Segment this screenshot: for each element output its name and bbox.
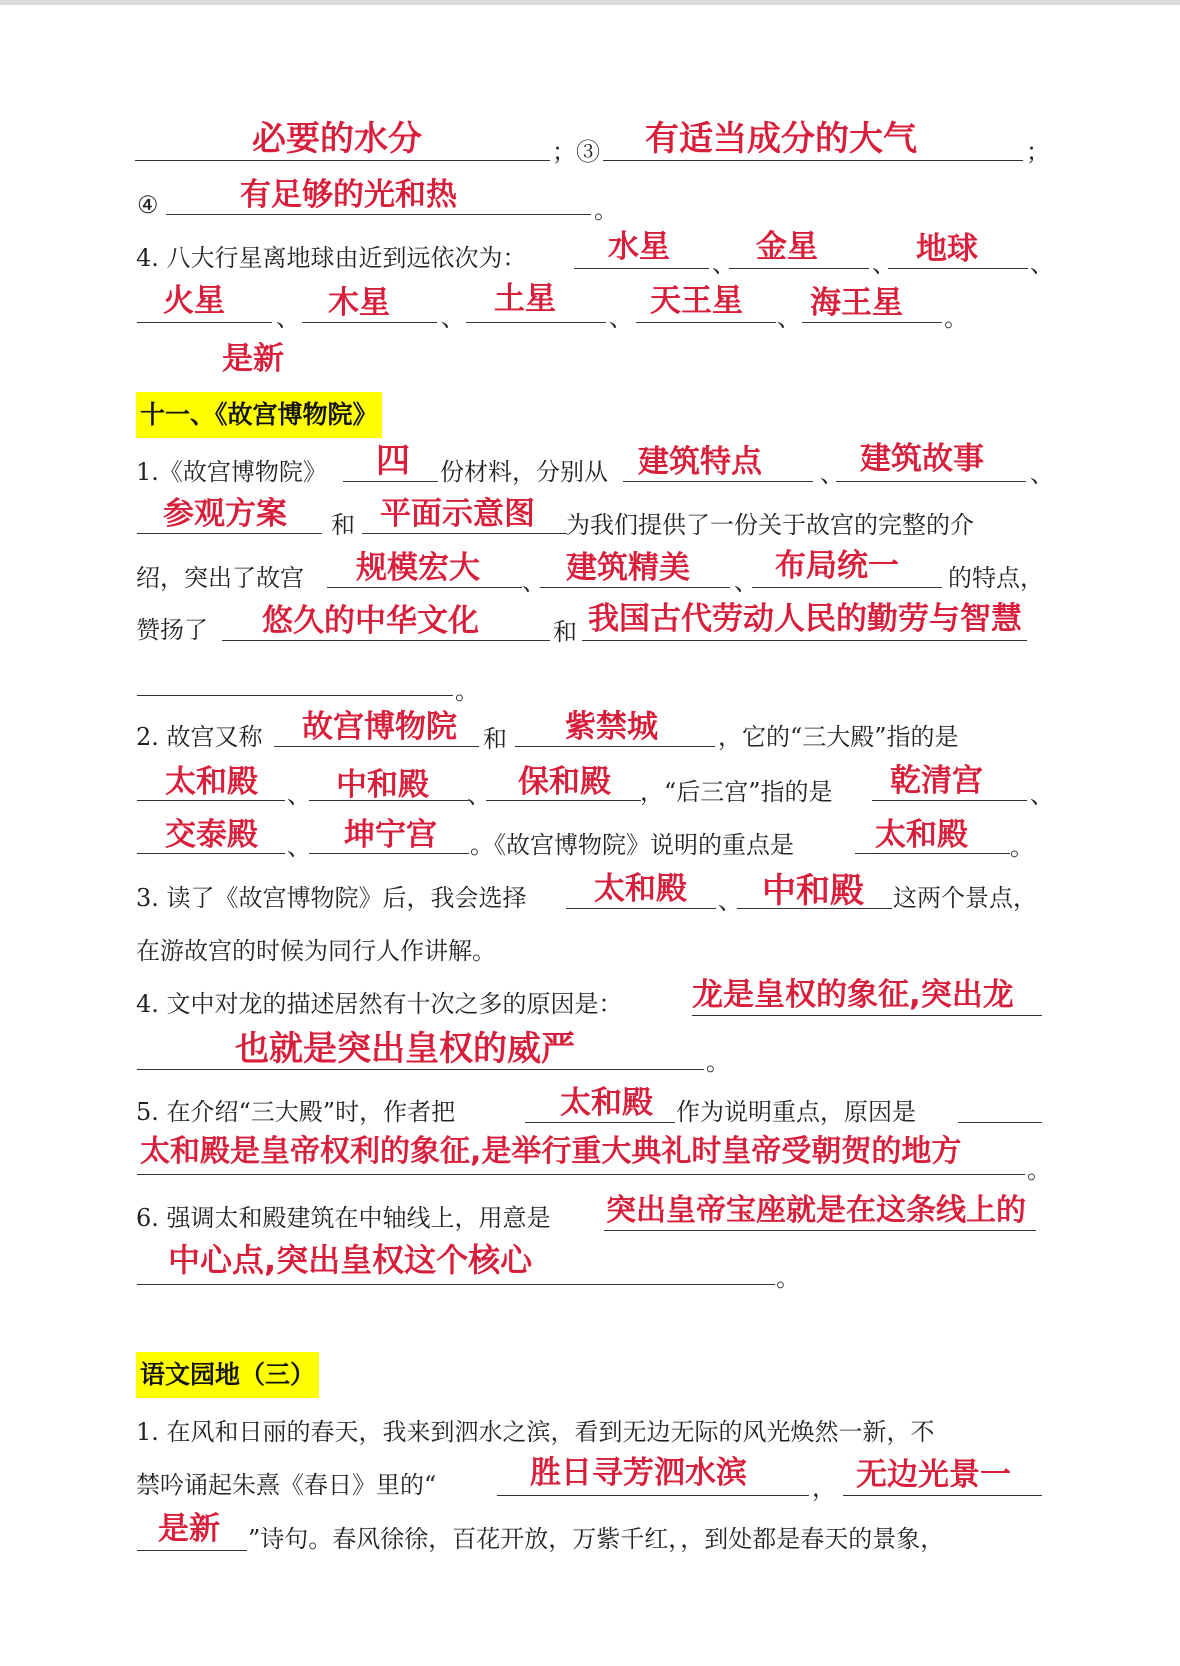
answer-text: 交泰殿: [165, 817, 258, 853]
question-text: 的特点，: [948, 564, 1044, 592]
answer-text: 水星: [608, 229, 670, 265]
answer-blank: [486, 800, 641, 801]
answer-blank: [958, 1122, 1042, 1123]
answer-text: 太和殿: [165, 764, 258, 800]
text: 。: [1010, 833, 1034, 861]
question-text: 6. 强调太和殿建筑在中轴线上，用意是: [136, 1204, 551, 1232]
answer-text: 是新: [158, 1511, 220, 1547]
answer-blank: [843, 1495, 1042, 1496]
answer-text: 胜日寻芳泗水滨: [530, 1455, 747, 1491]
answer-blank: [137, 1069, 704, 1070]
answer-text: 保和殿: [518, 764, 611, 800]
question-text: 禁吟诵起朱熹《春日》里的“: [136, 1471, 437, 1499]
text: 和: [483, 725, 507, 753]
answer-blank: [362, 533, 567, 534]
answer-text: 也就是突出皇权的威严: [235, 1029, 575, 1069]
answer-blank: [604, 1230, 1036, 1231]
text: 和: [553, 618, 577, 646]
answer-blank: [137, 533, 322, 534]
answer-blank: [692, 1015, 1042, 1016]
answer-blank: [222, 640, 550, 641]
text: 、: [734, 568, 758, 596]
section-heading: 十一、《故宫博物院》: [136, 392, 382, 438]
answer-blank: [636, 322, 776, 323]
answer-text: 我国古代劳动人民的勤劳与智慧: [588, 601, 1022, 637]
text: 。: [455, 677, 479, 705]
answer-blank: [872, 800, 1027, 801]
answer-blank: [497, 1495, 809, 1496]
answer-blank: [137, 1284, 775, 1285]
text: 和: [331, 511, 355, 539]
answer-blank: [302, 322, 437, 323]
answer-text: 有适当成分的大气: [645, 119, 917, 159]
text: 、: [287, 781, 311, 809]
answer-text: 土星: [494, 281, 556, 317]
answer-blank: [540, 587, 730, 588]
answer-text: 中和殿: [762, 871, 864, 911]
text: 、: [1030, 250, 1054, 278]
answer-blank: [582, 640, 1027, 641]
answer-text: 中和殿: [336, 767, 429, 803]
question-text: ，它的“三大殿”指的是: [718, 723, 959, 751]
answer-text: 龙是皇权的象征,突出龙: [692, 977, 1014, 1013]
text: 、: [441, 304, 465, 332]
answer-text: 乾清宫: [890, 763, 983, 799]
answer-blank: [855, 853, 1010, 854]
question-text: 。《故宫博物院》说明的重点是: [470, 831, 794, 859]
answer-text: 太和殿: [560, 1085, 653, 1121]
text: 、: [820, 460, 844, 488]
answer-blank: [836, 481, 1026, 482]
question-text: 4. 八大行星离地球由近到远依次为：: [136, 244, 527, 272]
answer-blank: [137, 695, 453, 696]
question-text: 3. 读了《故宫博物院》后，我会选择: [136, 884, 527, 912]
answer-blank: [135, 160, 550, 161]
answer-blank: [327, 587, 522, 588]
text: 、: [467, 781, 491, 809]
answer-blank: [515, 746, 715, 747]
question-text: 1. 在风和日丽的春天，我来到泗水之滨，看到无边无际的风光焕然一新，不: [136, 1418, 935, 1446]
answer-blank: [274, 746, 479, 747]
question-text: 4. 文中对龙的描述居然有十次之多的原因是：: [136, 990, 623, 1018]
question-text: 赞扬了: [136, 616, 208, 644]
stray-answer-text: 是新: [222, 341, 284, 377]
question-text: 1.《故宫博物院》: [136, 458, 327, 486]
text: 、: [872, 250, 896, 278]
answer-text: 故宫博物院: [302, 709, 457, 745]
text: ④: [137, 191, 159, 219]
answer-text: 建筑特点: [638, 444, 762, 480]
answer-blank: [888, 268, 1028, 269]
answer-text: 建筑故事: [860, 441, 984, 477]
text: 、: [522, 568, 546, 596]
answer-text: 规模宏大: [356, 550, 480, 586]
answer-text: 突出皇帝宝座就是在这条线上的: [606, 1193, 1026, 1228]
answer-text: 参观方案: [163, 496, 287, 532]
answer-blank: [309, 853, 469, 854]
answer-blank: [566, 908, 716, 909]
answer-text: 太和殿是皇帝权利的象征,是举行重大典礼时皇帝受朝贺的地方: [140, 1134, 962, 1169]
question-text: 份材料，分别从: [440, 458, 608, 486]
text: 、: [276, 304, 300, 332]
answer-text: 金星: [756, 229, 818, 265]
question-text: 这两个景点，: [893, 884, 1037, 912]
answer-text: 必要的水分: [252, 119, 422, 159]
answer-blank: [752, 587, 942, 588]
answer-text: 有足够的光和热: [240, 177, 457, 213]
text: ，: [812, 1474, 836, 1502]
answer-text: 海王星: [810, 285, 903, 321]
answer-blank: [802, 322, 942, 323]
text: ；③: [552, 138, 600, 166]
top-edge: [0, 0, 1180, 5]
text: 、: [718, 887, 742, 915]
answer-text: 太和殿: [594, 871, 687, 907]
answer-blank: [137, 1550, 247, 1551]
text: 、: [777, 304, 801, 332]
text: ；: [1026, 138, 1050, 166]
answer-text: 四: [376, 441, 410, 481]
text: 、: [712, 250, 736, 278]
answer-blank: [623, 481, 813, 482]
answer-blank: [166, 214, 591, 215]
answer-blank: [137, 322, 272, 323]
answer-text: 布局统一: [775, 548, 899, 584]
answer-text: 坤宁宫: [344, 817, 437, 853]
answer-text: 悠久的中华文化: [262, 603, 479, 639]
question-text: ”诗句。春风徐徐，百花开放，万紫千红，，到处都是春天的景象，: [248, 1525, 945, 1553]
answer-text: 中心点,突出皇权这个核心: [168, 1241, 533, 1279]
question-text: 2. 故宫又称: [136, 723, 263, 751]
answer-blank: [466, 322, 606, 323]
text: 。: [1027, 1156, 1051, 1184]
answer-blank: [137, 853, 285, 854]
question-text: 为我们提供了一份关于故宫的完整的介: [566, 511, 974, 539]
text: 、: [1030, 781, 1054, 809]
text: 。: [944, 304, 968, 332]
answer-blank: [574, 268, 709, 269]
answer-text: 紫禁城: [565, 709, 658, 745]
answer-blank: [729, 268, 869, 269]
text: 、: [609, 304, 633, 332]
answer-text: 太和殿: [875, 817, 968, 853]
text: 、: [1030, 460, 1054, 488]
answer-blank: [137, 800, 285, 801]
answer-text: 木星: [328, 285, 390, 321]
answer-blank: [603, 160, 1023, 161]
answer-blank: [137, 1174, 1025, 1175]
answer-blank: [525, 1122, 675, 1123]
text: 、: [287, 833, 311, 861]
section-heading: 语文园地（三）: [136, 1352, 319, 1398]
question-text: 作为说明重点，原因是: [676, 1098, 916, 1126]
text: 。: [776, 1264, 800, 1292]
answer-text: 火星: [163, 283, 225, 319]
answer-text: 建筑精美: [566, 550, 690, 586]
answer-blank: [343, 481, 438, 482]
answer-text: 天王星: [650, 283, 743, 319]
question-text: 5. 在介绍“三大殿”时，作者把: [136, 1098, 456, 1126]
answer-text: 无边光景一: [856, 1457, 1011, 1493]
question-text: 在游故宫的时候为同行人作讲解。: [136, 937, 496, 965]
text: 。: [706, 1048, 730, 1076]
answer-text: 地球: [916, 231, 978, 267]
question-text: 绍，突出了故宫: [136, 564, 304, 592]
text: 。: [594, 196, 618, 224]
answer-text: 平面示意图: [380, 496, 535, 532]
question-text: ，“后三宫”指的是: [640, 778, 833, 806]
